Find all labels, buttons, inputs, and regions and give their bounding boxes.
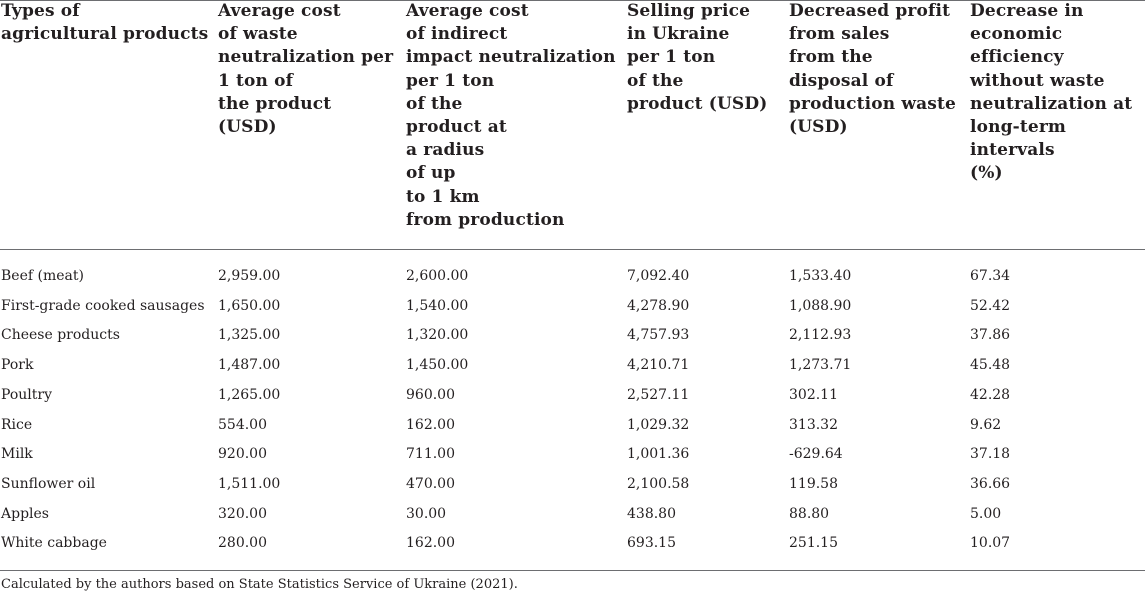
cell-selling-price: 4,278.90 xyxy=(627,297,690,314)
cell-decreased-profit: 88.80 xyxy=(789,505,830,522)
table-row xyxy=(0,351,1145,381)
cell-efficiency-decrease: 5.00 xyxy=(970,505,1002,522)
cell-selling-price: 7,092.40 xyxy=(627,268,690,284)
cell-indirect-cost: 162.00 xyxy=(406,416,455,433)
cell-product: Rice xyxy=(1,416,33,433)
header-selling-price: Selling price in Ukraine per 1 ton of the product (USD) xyxy=(627,1,768,114)
cell-waste-cost: 280.00 xyxy=(218,535,267,552)
table-row xyxy=(0,321,1145,351)
header-efficiency-decrease: Decrease in economic efficiency without waste neutralization at long-term intervals (%) xyxy=(970,1,1133,184)
cell-decreased-profit: 1,273.71 xyxy=(789,357,852,374)
cell-waste-cost: 2,959.00 xyxy=(218,268,281,284)
cell-selling-price: 693.15 xyxy=(627,535,676,552)
cell-decreased-profit: 1,533.40 xyxy=(789,268,852,284)
cell-product: Cheese products xyxy=(1,327,120,344)
cell-waste-cost: 1,511.00 xyxy=(218,475,281,492)
cell-selling-price: 4,757.93 xyxy=(627,327,690,344)
cell-decreased-profit: 302.11 xyxy=(789,386,838,403)
table-row xyxy=(0,500,1145,530)
cell-decreased-profit: 2,112.93 xyxy=(789,327,852,344)
cell-indirect-cost: 2,600.00 xyxy=(406,268,469,284)
cell-waste-cost: 554.00 xyxy=(218,416,267,433)
cell-indirect-cost: 30.00 xyxy=(406,505,447,522)
cell-indirect-cost: 1,320.00 xyxy=(406,327,469,344)
cell-product: Apples xyxy=(1,505,49,522)
cell-waste-cost: 1,265.00 xyxy=(218,386,281,403)
cell-waste-cost: 1,650.00 xyxy=(218,297,281,314)
header-decreased-profit: Decreased profit from sales from the disposal of production waste (USD) xyxy=(789,1,956,138)
header-indirect-impact-cost: Average cost of indirect impact neutralization per 1 ton of the product at a radius of up to 1 km from production xyxy=(406,1,616,230)
table-header-rule xyxy=(0,249,1145,250)
cell-selling-price: 2,527.11 xyxy=(627,386,690,403)
cell-product: First-grade cooked sausages xyxy=(1,297,205,314)
cell-efficiency-decrease: 37.18 xyxy=(970,446,1011,463)
cell-indirect-cost: 711.00 xyxy=(406,446,455,463)
cell-selling-price: 4,210.71 xyxy=(627,357,690,374)
header-product-type: Types of agricultural products xyxy=(1,1,209,45)
cell-decreased-profit: 1,088.90 xyxy=(789,297,852,314)
cell-selling-price: 1,001.36 xyxy=(627,446,690,463)
cell-efficiency-decrease: 36.66 xyxy=(970,475,1011,492)
cell-efficiency-decrease: 42.28 xyxy=(970,386,1011,403)
cell-decreased-profit: 313.32 xyxy=(789,416,838,433)
table-bottom-rule xyxy=(0,570,1145,571)
cell-indirect-cost: 960.00 xyxy=(406,386,455,403)
cell-waste-cost: 320.00 xyxy=(218,505,267,522)
cell-selling-price: 1,029.32 xyxy=(627,416,690,433)
cell-product: Pork xyxy=(1,357,34,374)
cell-indirect-cost: 1,450.00 xyxy=(406,357,469,374)
table-row xyxy=(0,292,1145,322)
cell-selling-price: 438.80 xyxy=(627,505,676,522)
cell-efficiency-decrease: 9.62 xyxy=(970,416,1002,433)
table-row xyxy=(0,381,1145,411)
cell-efficiency-decrease: 10.07 xyxy=(970,535,1011,552)
table-row xyxy=(0,529,1145,559)
cell-efficiency-decrease: 37.86 xyxy=(970,327,1011,344)
cell-waste-cost: 920.00 xyxy=(218,446,267,463)
cell-indirect-cost: 162.00 xyxy=(406,535,455,552)
cell-selling-price: 2,100.58 xyxy=(627,475,690,492)
cell-decreased-profit: 251.15 xyxy=(789,535,838,552)
cell-indirect-cost: 470.00 xyxy=(406,475,455,492)
cell-waste-cost: 1,325.00 xyxy=(218,327,281,344)
cell-indirect-cost: 1,540.00 xyxy=(406,297,469,314)
cell-product: Beef (meat) xyxy=(1,268,84,284)
cell-product: Milk xyxy=(1,446,33,463)
cell-decreased-profit: -629.64 xyxy=(789,446,843,463)
table-row xyxy=(0,470,1145,500)
cell-decreased-profit: 119.58 xyxy=(789,475,838,492)
cell-product: White cabbage xyxy=(1,535,107,552)
cell-product: Poultry xyxy=(1,386,53,403)
cell-product: Sunflower oil xyxy=(1,475,96,492)
cell-efficiency-decrease: 52.42 xyxy=(970,297,1011,314)
cell-efficiency-decrease: 67.34 xyxy=(970,268,1011,284)
table-footnote: Calculated by the authors based on State Statistics Service of Ukraine (2021). xyxy=(1,577,518,592)
table-row xyxy=(0,440,1145,470)
cell-efficiency-decrease: 45.48 xyxy=(970,357,1011,374)
table-row xyxy=(0,411,1145,441)
cell-waste-cost: 1,487.00 xyxy=(218,357,281,374)
header-waste-neutralization-cost: Average cost of waste neutralization per 1 ton of the product (USD) xyxy=(218,1,394,138)
table-row xyxy=(0,262,1145,292)
